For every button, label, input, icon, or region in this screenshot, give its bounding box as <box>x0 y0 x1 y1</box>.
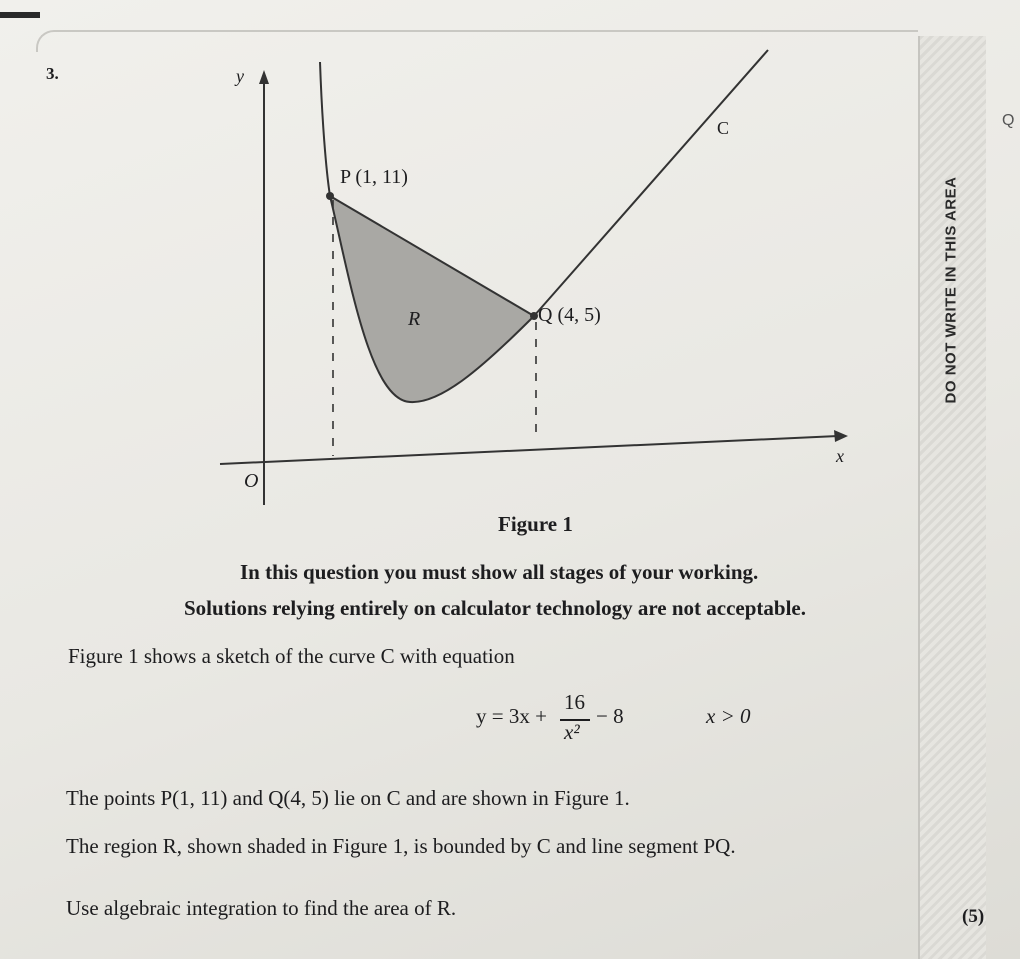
y-axis-label: y <box>236 66 244 86</box>
margin-edge-letter: Q <box>1002 112 1015 129</box>
x-axis-label: x <box>836 446 844 466</box>
points-statement: The points P(1, 11) and Q(4, 5) lie on C and are shown in Figure 1. <box>66 786 630 810</box>
domain-condition: x > 0 <box>706 704 751 728</box>
question-number: 3. <box>46 64 59 83</box>
equation-numerator: 16 <box>564 690 585 714</box>
intro-text: Figure 1 shows a sketch of the curve C with equation <box>68 644 515 668</box>
task-statement: Use algebraic integration to find the area of R. <box>66 896 457 920</box>
do-not-write-notice: DO NOT WRITE IN THIS AREA <box>942 176 960 404</box>
instruction-line-2: Solutions relying entirely on calculator technology are not acceptable. <box>184 596 806 620</box>
equation-tail: − 8 <box>596 704 624 728</box>
equation-denominator: x² <box>564 720 580 744</box>
curve-label: C <box>717 118 730 138</box>
region-statement: The region R, shown shaded in Figure 1, is bounded by C and line segment PQ. <box>66 834 736 858</box>
equation-lhs: y = 3x + <box>476 704 547 728</box>
curve-equation <box>476 690 626 750</box>
origin-label: O <box>244 470 259 492</box>
point-p-label: P (1, 11) <box>340 166 408 188</box>
region-label: R <box>408 308 421 330</box>
point-q <box>530 312 538 320</box>
instruction-line-1: In this question you must show all stages of your working. <box>240 560 759 584</box>
figure-caption: Figure 1 <box>498 512 573 536</box>
x-axis-arrow <box>834 430 848 442</box>
marks-label: (5) <box>962 906 985 927</box>
point-q-label: Q (4, 5) <box>538 304 601 326</box>
x-axis <box>220 436 838 464</box>
y-axis-arrow <box>259 70 269 84</box>
point-p <box>326 192 334 200</box>
